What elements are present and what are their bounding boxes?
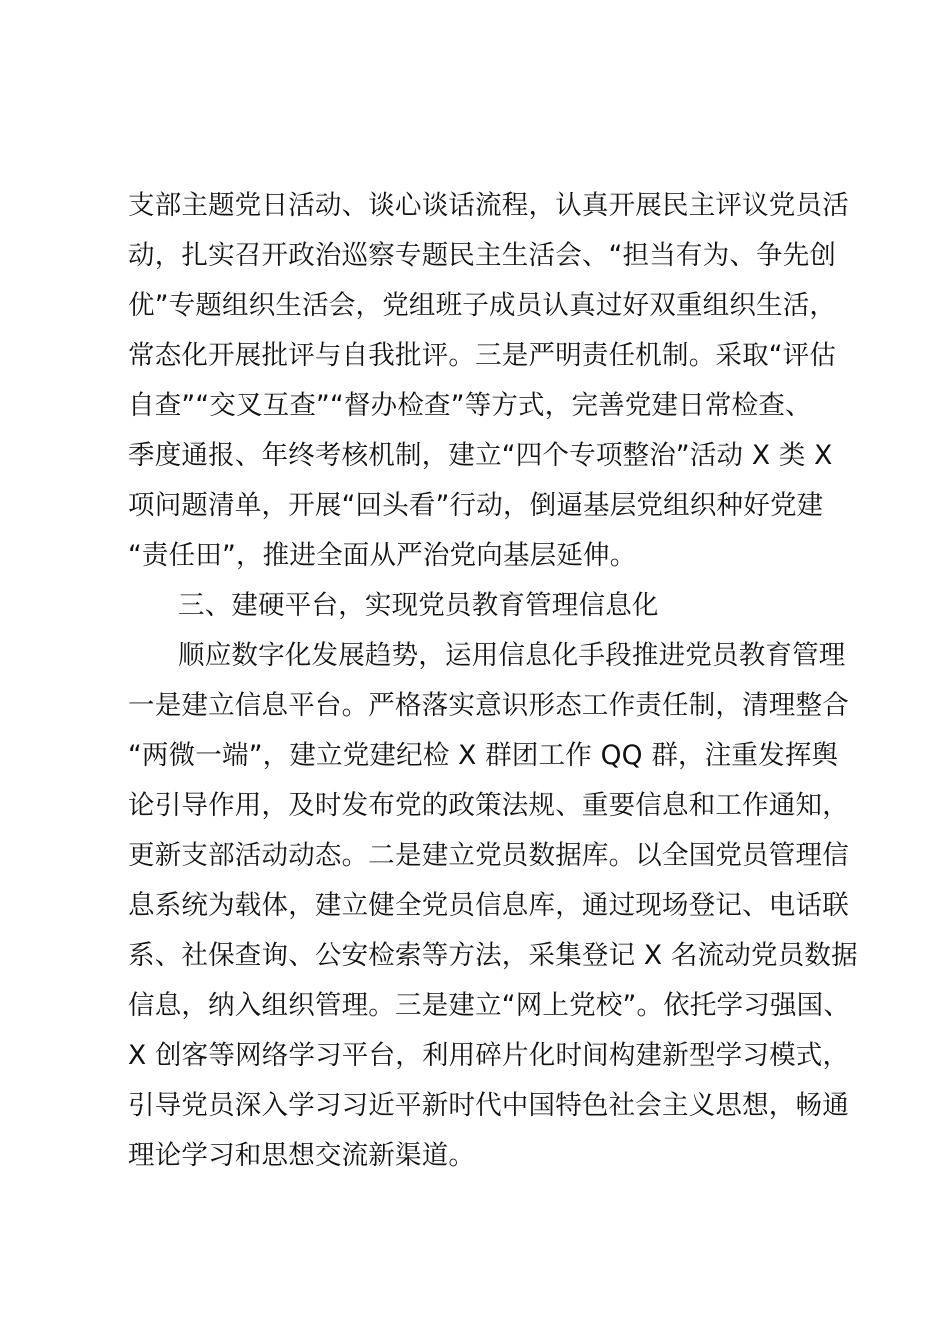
paragraph-line: 自查”“交叉互查”“督办检查”等方式，完善党建日常检查、: [128, 390, 812, 421]
paragraph-line: 常态化开展批评与自我批评。三是严明责任机制。采取“评估: [128, 340, 837, 371]
section-heading: 三、建硬平台，实现党员教育管理信息化: [178, 590, 659, 621]
paragraph-line: 息系统为载体，建立健全党员信息库，通过现场登记、电话联: [128, 890, 849, 921]
paragraph-line: 一是建立信息平台。严格落实意识形态工作责任制，清理整合: [128, 690, 849, 721]
paragraph-line: 优”专题组织生活会，党组班子成员认真过好双重组织生活，: [128, 290, 837, 321]
paragraph-line: 更新支部活动动态。二是建立党员数据库。以全国党员管理信: [128, 840, 849, 871]
paragraph-line: 信息，纳入组织管理。三是建立“网上党校”。依托学习强国、: [128, 990, 851, 1021]
paragraph-line: 顺应数字化发展趋势，运用信息化手段推进党员教育管理: [178, 640, 846, 671]
paragraph-line: X 创客等网络学习平台，利用碎片化时间构建新型学习模式，: [128, 1040, 850, 1071]
paragraph-line: “两微一端”，建立党建纪检 X 群团工作 QQ 群，注重发挥舆: [128, 740, 839, 771]
paragraph-line: 论引导作用，及时发布党的政策法规、重要信息和工作通知，: [128, 790, 849, 821]
paragraph-line: 支部主题党日活动、谈心谈话流程，认真开展民主评议党员活: [128, 190, 849, 221]
paragraph-line: 动，扎实召开政治巡察专题民主生活会、“担当有为、争先创: [128, 240, 837, 271]
paragraph-line: 季度通报、年终考核机制，建立“四个专项整治”活动 X 类 X: [128, 440, 833, 471]
paragraph-line: “责任田”，推进全面从严治党向基层延伸。: [128, 540, 637, 571]
paragraph-line: 理论学习和思想交流新渠道。: [128, 1140, 476, 1171]
paragraph-line: 系、社保查询、公安检索等方法，采集登记 X 名流动党员数据: [128, 940, 858, 971]
paragraph-line: 项问题清单，开展“回头看”行动，倒逼基层党组织种好党建: [128, 490, 824, 521]
paragraph-line: 引导党员深入学习习近平新时代中国特色社会主义思想，畅通: [128, 1090, 849, 1121]
